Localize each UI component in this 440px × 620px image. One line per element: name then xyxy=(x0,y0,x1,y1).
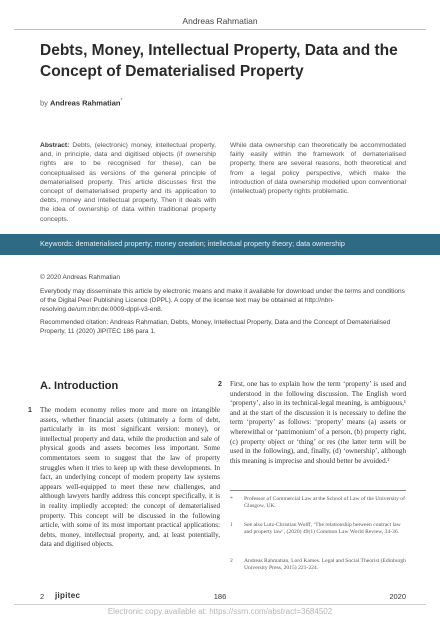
page-number: 186 xyxy=(213,592,227,601)
copyright: © 2020 Andreas Rahmatian xyxy=(40,274,120,281)
footnote-text: Andreas Rahmatian, Lord Kames. Legal and Social Theorist (Edinburgh University Press, 2015) 221-224. xyxy=(244,558,406,572)
section-heading: A. Introduction xyxy=(40,380,119,392)
paragraph-number: 1 xyxy=(28,407,32,414)
footnote-1 xyxy=(230,522,406,537)
footer-year: 2020 xyxy=(389,592,406,601)
running-head: Andreas Rahmatian xyxy=(182,16,258,26)
license-text: Everybody may disseminate this article by electronic means and make it available for download under the terms and conditions of the Digital Peer Publishing Licence (DPPL). A copy of the license text may be obtained at http://nbn-resolving.de/urn:nbn:de:0009-dppl-v3-en8. xyxy=(40,288,405,313)
paragraph-text: The modern economy relies more and more on intangible assets, whether financial assets (ultimately a form of debt, particularly in its most significant version: money), or intellectual property and data, while the production and sale of physical goods and assets becomes less important. Some commentators seem to suggest that the law of property struggles when it tries to keep up with these developments. In fact, an underlying concept of modern property law systems appears well-equipped to meet these new challenges, and although lawyers hardly address this concept specifically, it is in reality impliedly accepted: the concept of dematerialised property. This concept will be discussed in the following article, with some of its most important practical applications: debts, money, intellectual property, and, at least potentially, data and digitised objects. xyxy=(40,406,220,549)
paragraph-number: 2 xyxy=(218,381,222,388)
ssrn-watermark[interactable]: Electronic copy available at: https://ssrn.com/abstract=3684502 xyxy=(107,607,333,616)
abstract-column-1 xyxy=(40,141,216,224)
author-name: Andreas Rahmatian xyxy=(50,98,121,108)
footnote-2 xyxy=(230,558,406,573)
abstract-text-1: Debts, (electronic) money, intellectual property, and, in principle, data and digitised objects (if ownership rights are to be recognised for these), can be conceptualised as versions of the general principle of dematerialised property. This article discusses first the concept of dematerialised property and its application to debts, money and intellectual property. Then it deals with the idea of ownership of data within traditional property concepts. xyxy=(40,142,216,223)
paragraph-1 xyxy=(28,406,220,550)
footnote-mark: 1 xyxy=(230,522,233,528)
keywords: Keywords: dematerialised property; money creation; intellectual property theory; data ownership xyxy=(40,239,345,248)
author-footnote-mark[interactable]: * xyxy=(120,98,123,104)
abstract-column-2: While data ownership can theoretically be accommodated fairly easily within the framework of dematerialised property, there are several reasons, both theoretical and from a legal policy perspective, which make the introduction of data ownership modelled upon conventional (intellectual) property rights problematic. xyxy=(230,142,406,196)
article-title: Debts, Money, Intellectual Property, Data and the Concept of Dematerialised Property xyxy=(40,42,398,80)
footnote-mark: * xyxy=(230,496,233,502)
journal-logo: jipitec xyxy=(55,591,81,600)
footnote-text: See also Lutz-Christian Wolff, ‘The relationship between contract law and property law’, (2020) 49(1) Common Law World Review, 34-36. xyxy=(244,522,401,536)
recommended-citation: Recommended citation: Andreas Rahmatian, Debts, Money, Intellectual Property, Data and the Concept of Dematerialised Property, 11 (2020) JIPITEC 186 para 1. xyxy=(40,319,391,335)
byline xyxy=(40,98,122,108)
paragraph-text: First, one has to explain how the term ‘property’ is used and understood in the following discussion. The English word ‘property’, also in its technical-legal meaning, is ambiguous,¹ and at the start of the discussion it is necessary to define the term ‘property’ as follows: ‘property’ means (a) assets or wherewithal or ‘patrimonium’ of a person, (b) property right, (c) property object or ‘thing’ or res (the latter term will be used in the following), and, finally, (d) ‘ownership’, although this meaning is imprecise and should better be avoided.² xyxy=(230,380,406,465)
left-column xyxy=(28,406,220,550)
header-rule xyxy=(14,29,426,30)
abstract-label: Abstract: xyxy=(40,142,70,149)
right-column xyxy=(218,380,406,466)
footer-rule xyxy=(14,604,426,605)
footer-page-left: 2 xyxy=(40,592,45,601)
footnote-rule xyxy=(230,490,406,491)
footnote-text: Professor of Commercial Law at the School of Law of the University of Glasgow, UK. xyxy=(244,496,405,510)
paragraph-2 xyxy=(218,380,406,466)
footnote-mark: 2 xyxy=(230,558,233,564)
byline-prefix: by xyxy=(40,98,48,108)
footnote-author xyxy=(230,496,406,511)
